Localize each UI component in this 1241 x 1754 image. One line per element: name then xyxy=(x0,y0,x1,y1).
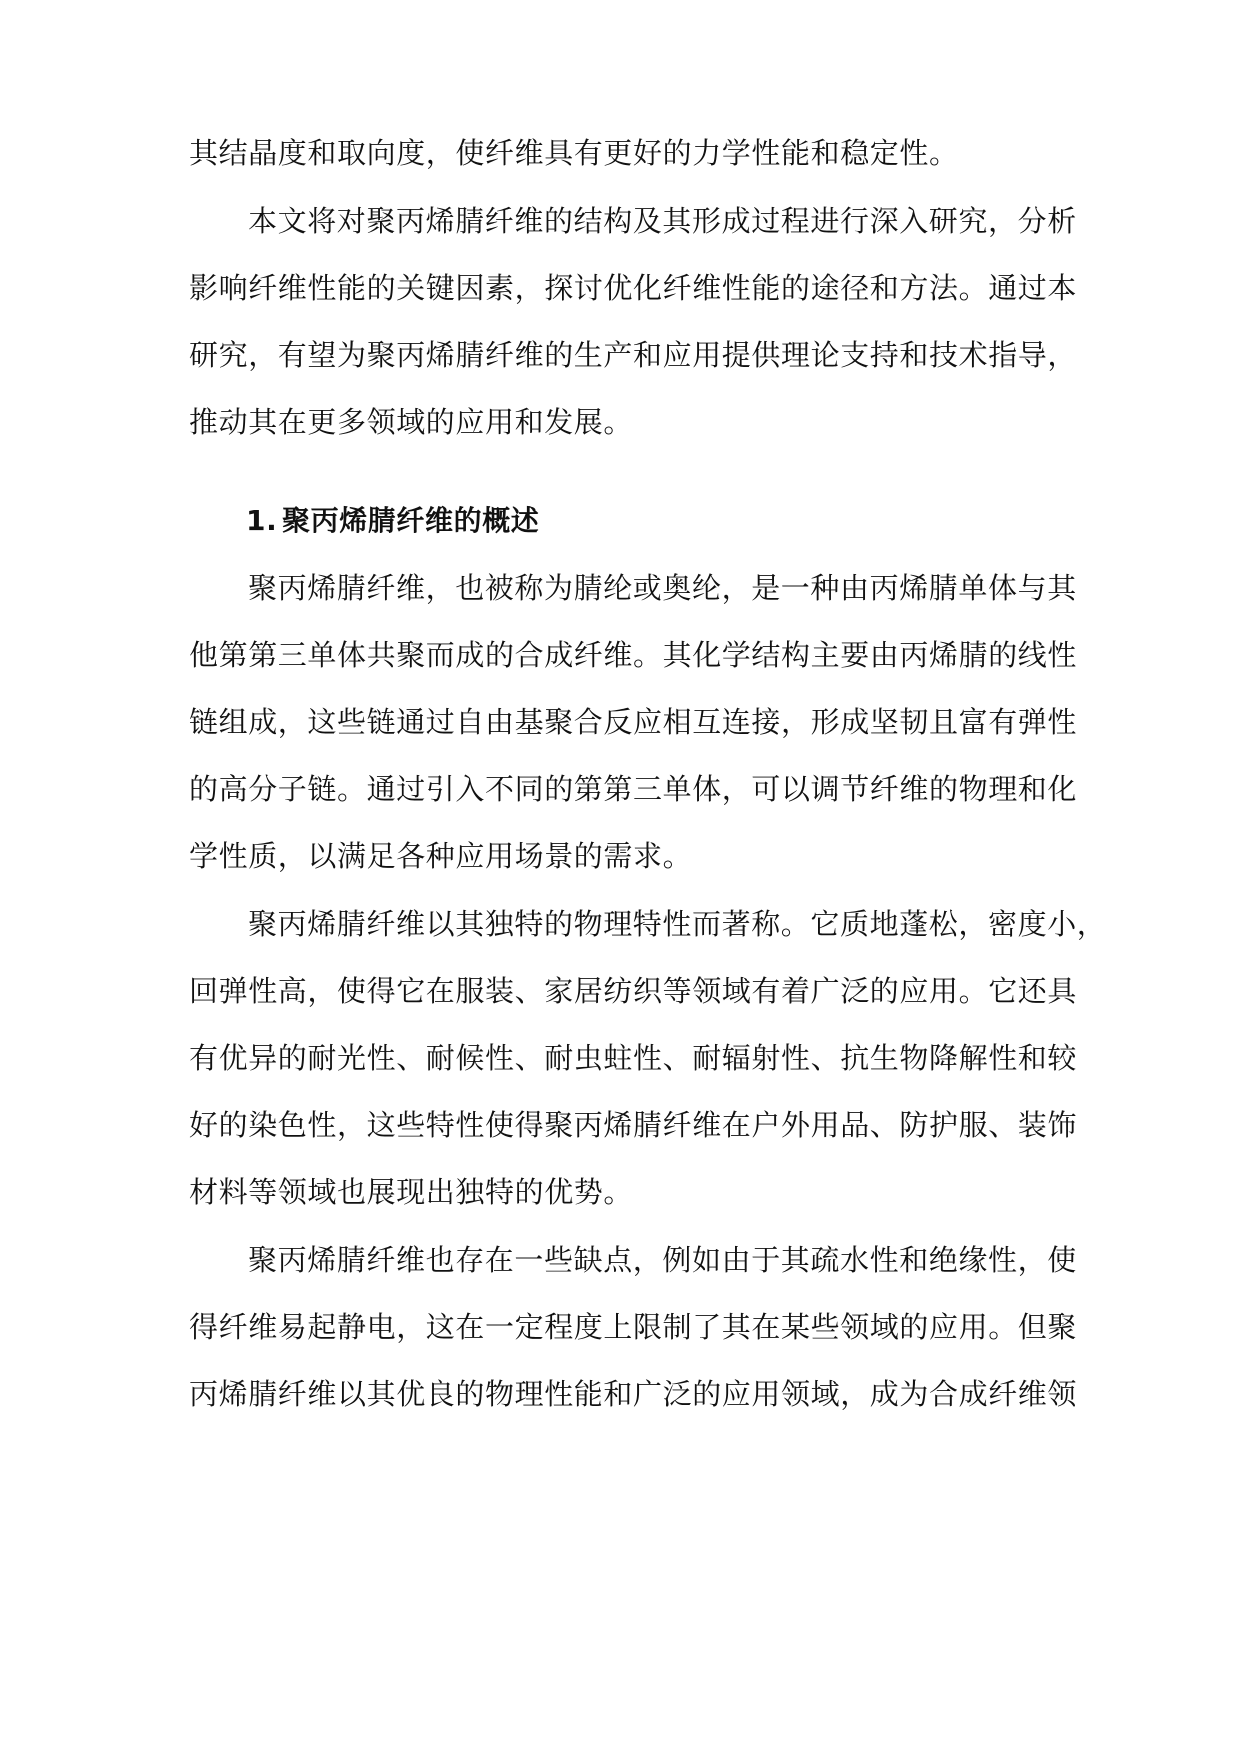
paragraph-line: 丙烯腈纤维以其优良的物理性能和广泛的应用领域，成为合成纤维领 xyxy=(189,1377,1078,1411)
section-title: 聚丙烯腈纤维的概述 xyxy=(282,504,540,537)
paragraph-line: 的高分子链。通过引入不同的第第三单体，可以调节纤维的物理和化 xyxy=(189,772,1078,806)
paragraph-line: 其结晶度和取向度，使纤维具有更好的力学性能和稳定性。 xyxy=(189,136,959,170)
paragraph-line: 有优异的耐光性、耐候性、耐虫蛀性、耐辐射性、抗生物降解性和较 xyxy=(189,1041,1078,1075)
paragraph-line: 材料等领域也展现出独特的优势。 xyxy=(189,1175,634,1209)
section-number: 1. xyxy=(246,504,278,537)
paragraph-line: 研究，有望为聚丙烯腈纤维的生产和应用提供理论支持和技术指导， xyxy=(189,338,1078,372)
paragraph-line: 好的染色性，这些特性使得聚丙烯腈纤维在户外用品、防护服、装饰 xyxy=(189,1108,1078,1142)
paragraph-line: 聚丙烯腈纤维，也被称为腈纶或奥纶，是一种由丙烯腈单体与其 xyxy=(248,571,1077,605)
paragraph-line: 聚丙烯腈纤维以其独特的物理特性而著称。它质地蓬松，密度小， xyxy=(248,907,1107,941)
paragraph-line: 得纤维易起静电，这在一定程度上限制了其在某些领域的应用。但聚 xyxy=(189,1310,1078,1344)
paragraph-line: 本文将对聚丙烯腈纤维的结构及其形成过程进行深入研究，分析 xyxy=(248,204,1077,238)
paragraph-line: 链组成，这些链通过自由基聚合反应相互连接，形成坚韧且富有弹性 xyxy=(189,705,1078,739)
paragraph-line: 聚丙烯腈纤维也存在一些缺点，例如由于其疏水性和绝缘性，使 xyxy=(248,1243,1077,1277)
paragraph-line: 影响纤维性能的关键因素，探讨优化纤维性能的途径和方法。通过本 xyxy=(189,271,1078,305)
paragraph-line: 推动其在更多领域的应用和发展。 xyxy=(189,405,634,439)
section-heading xyxy=(246,501,1126,541)
paragraph-line: 他第第三单体共聚而成的合成纤维。其化学结构主要由丙烯腈的线性 xyxy=(189,638,1078,672)
paragraph-line: 回弹性高，使得它在服装、家居纺织等领域有着广泛的应用。它还具 xyxy=(189,974,1078,1008)
paragraph-line: 学性质，以满足各种应用场景的需求。 xyxy=(189,839,693,873)
